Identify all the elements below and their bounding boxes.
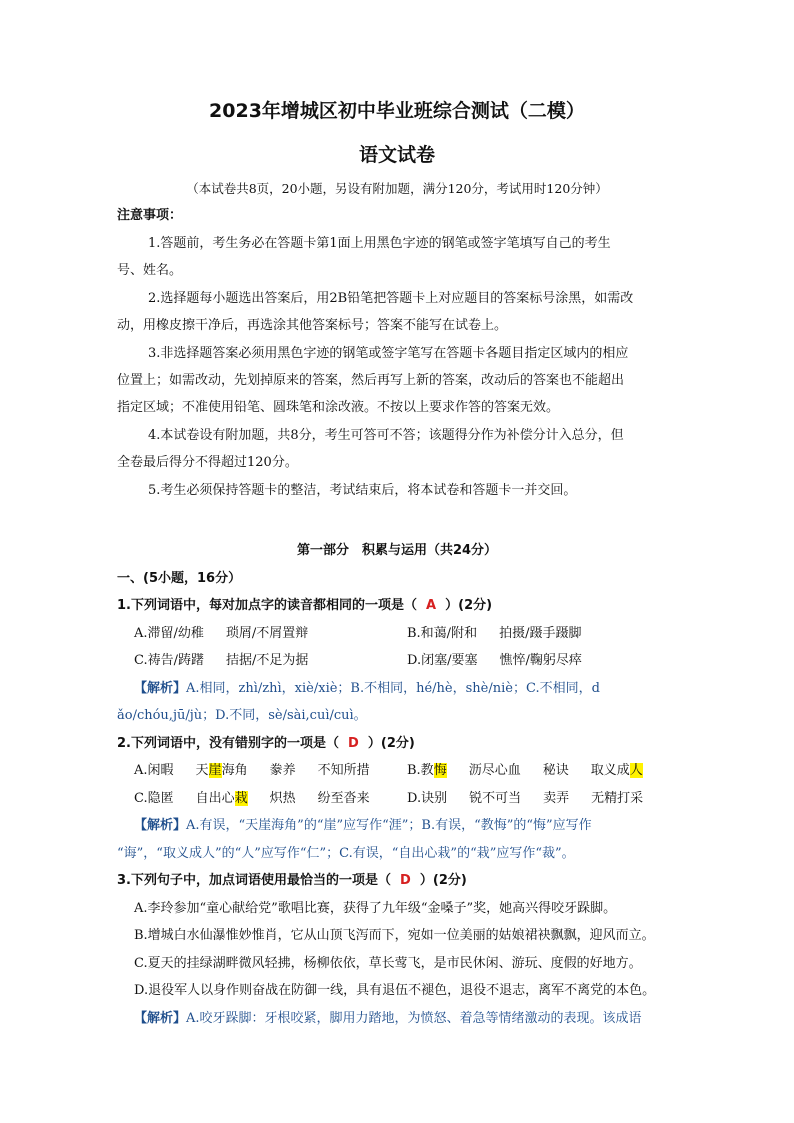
q2-option-a-word-3: 豢养 (269, 763, 296, 778)
q1-option-d-pair-1: D.闭塞/要塞 (407, 653, 478, 668)
q1-option-d (407, 652, 582, 670)
q2-explanation-tag: 【解析】 (134, 818, 187, 833)
q2-option-d-word-1: D.诀别 (407, 791, 448, 806)
notice-3-line-2: 位置上；如需改动，先划掉原来的答案，然后再写上新的答案，改动后的答案也不能超出 (117, 373, 625, 388)
q1-option-c-pair-1: C.祷告/踌躇 (134, 653, 204, 668)
q2-option-a (134, 762, 370, 780)
q2-option-c-word-4: 纷至沓来 (317, 791, 370, 806)
q3-explanation-tag: 【解析】 (134, 1011, 187, 1026)
q1-option-b-pair-2: 拍摄/蹑手蹑脚 (499, 626, 582, 641)
q2-answer: D (348, 736, 359, 751)
q1-stem-points: ）(2分) (445, 598, 493, 613)
q2-option-b-word-4 (591, 763, 643, 778)
q1-explanation-line-2: ǎo/chóu,jū/jù；D.不同，sè/sài,cuì/cuì。 (117, 708, 367, 723)
q2-option-d-word-3: 卖弄 (543, 791, 570, 806)
q1-explanation-text-1: A.相同，zhì/zhì，xiè/xiè；B.不相同，hé/hè，shè/niè；C.不相同，d (186, 681, 600, 696)
q1-stem-text: 1.下列词语中，每对加点字的读音都相同的一项是（ (117, 598, 417, 613)
section-heading: 一、(5小题，16分） (117, 571, 242, 586)
q2-option-a-word-2-head: 天 (195, 763, 209, 778)
notice-2-line-1: 2.选择题每小题选出答案后，用2B铅笔把答题卡上对应题目的答案标号涂黑，如需改 (148, 291, 634, 306)
q1-option-a-pair-1: A.滞留/幼稚 (134, 626, 204, 641)
exam-info: （本试卷共8页，20小题，另设有附加题，满分120分，考试用时120分钟） (186, 181, 608, 196)
q2-option-c-word-3: 炽热 (269, 791, 296, 806)
q1-option-d-pair-2: 憔悴/鞠躬尽瘁 (499, 653, 582, 668)
q2-option-d (407, 790, 643, 808)
q1-option-c-pair-2: 拮据/不足为据 (226, 653, 309, 668)
notice-1-line-1: 1.答题前，考生务必在答题卡第1面上用黑色字迹的钢笔或签字笔填写自己的考生 (148, 236, 611, 251)
q3-option-a: A.李玲参加“童心献给党”歌唱比赛，获得了九年级“金嗓子”奖，她高兴得咬牙跺脚。 (134, 901, 617, 916)
q2-option-c-error-highlight: 栽 (234, 791, 248, 806)
q2-option-a-word-1: A.闲暇 (134, 763, 174, 778)
q1-option-b (407, 625, 581, 643)
q3-stem-text: 3.下列句子中，加点词语使用最恰当的一项是（ (117, 873, 391, 888)
q2-stem-points: ）(2分) (367, 736, 415, 751)
q3-answer: D (400, 873, 411, 888)
q3-option-c: C.夏天的挂绿湖畔微风轻拂，杨柳依依，草长莺飞，是市民休闲、游玩、度假的好地方。 (134, 956, 642, 971)
notice-4-line-1: 4.本试卷设有附加题，共8分，考生可答可不答；该题得分作为补偿分计入总分，但 (148, 428, 624, 443)
q2-option-d-word-4: 无精打采 (591, 791, 644, 806)
q3-option-d: D.退役军人以身作则奋战在防御一线，具有退伍不褪色，退役不退志，离军不离党的本色。 (134, 983, 656, 998)
notice-4-line-2: 全卷最后得分不得超过120分。 (117, 455, 298, 470)
q1-option-a (134, 625, 308, 643)
q3-explanation-text-1: A.咬牙跺脚：牙根咬紧，脚用力踏地，为愤怒、着急等情绪激动的表现。该成语 (186, 1011, 642, 1026)
notice-5-line-1: 5.考生必须保持答题卡的整洁，考试结束后，将本试卷和答题卡一并交回。 (148, 483, 577, 498)
q1-option-a-pair-2: 琐屑/不屑置辩 (225, 626, 309, 641)
q2-explanation-line-1 (134, 817, 592, 835)
q2-stem-text: 2.下列词语中，没有错别字的一项是（ (117, 736, 339, 751)
q2-option-b-word-1 (407, 763, 447, 778)
q2-option-c-word-1: C.隐匿 (134, 791, 174, 806)
notice-2-line-2: 动，用橡皮擦干净后，再选涂其他答案标号；答案不能写在试卷上。 (117, 318, 508, 333)
q2-option-b-word-4-head: 取义成 (590, 763, 630, 778)
q1-explanation-line-1 (134, 680, 600, 698)
q2-explanation-line-2: “诲”，“取义成人”的“人”应写作“仁”；C.有误，“自出心栽”的“栽”应写作“裁”。 (117, 846, 575, 861)
q3-option-b: B.增城白水仙瀑惟妙惟肖，它从山顶飞泻而下，宛如一位美丽的姑娘裙袂飘飘，迎风而立。 (134, 928, 655, 943)
q2-option-b-word-3: 秘诀 (542, 763, 569, 778)
q3-stem (117, 872, 467, 890)
part-heading: 第一部分 积累与运用（共24分） (296, 543, 498, 558)
q1-answer: A (426, 598, 437, 613)
q2-option-a-word-2 (196, 763, 248, 778)
q2-option-c-word-2 (196, 791, 248, 806)
q3-explanation-line-1 (134, 1010, 642, 1028)
q2-option-d-word-2: 锐不可当 (469, 791, 522, 806)
q2-option-a-word-4: 不知所措 (317, 763, 370, 778)
q2-option-b (407, 762, 643, 780)
page-subtitle: 语文试卷 (358, 144, 435, 166)
q3-stem-points: ）(2分) (419, 873, 467, 888)
q2-option-b-error-highlight-2: 人 (629, 763, 643, 778)
q1-explanation-tag: 【解析】 (134, 681, 187, 696)
notice-heading: 注意事项： (117, 208, 183, 223)
page-title: 2023年增城区初中毕业班综合测试（二模） (209, 100, 585, 122)
q2-option-a-word-2-tail: 海角 (221, 763, 248, 778)
q1-option-b-pair-1: B.和蔼/附和 (407, 626, 478, 641)
q2-option-c (134, 790, 370, 808)
q2-stem (117, 735, 415, 753)
q2-explanation-text-1: A.有误，“天崖海角”的“崖”应写作“涯”；B.有误，“教悔”的“悔”应写作 (186, 818, 592, 833)
notice-1-line-2: 号、姓名。 (117, 263, 183, 278)
q2-option-b-word-1-head: B.教 (407, 763, 434, 778)
q2-option-b-error-highlight-1: 悔 (433, 763, 447, 778)
q1-option-c (134, 652, 308, 670)
q1-stem (117, 597, 492, 615)
q2-option-b-word-2: 沥尽心血 (468, 763, 521, 778)
q2-option-c-word-2-head: 自出心 (195, 791, 235, 806)
notice-3-line-1: 3.非选择题答案必须用黑色字迹的钢笔或签字笔写在答题卡各题目指定区域内的相应 (148, 346, 629, 361)
notice-3-line-3: 指定区域；不准使用铅笔、圆珠笔和涂改液。不按以上要求作答的答案无效。 (117, 400, 560, 415)
q2-option-a-error-highlight: 崖 (208, 763, 222, 778)
